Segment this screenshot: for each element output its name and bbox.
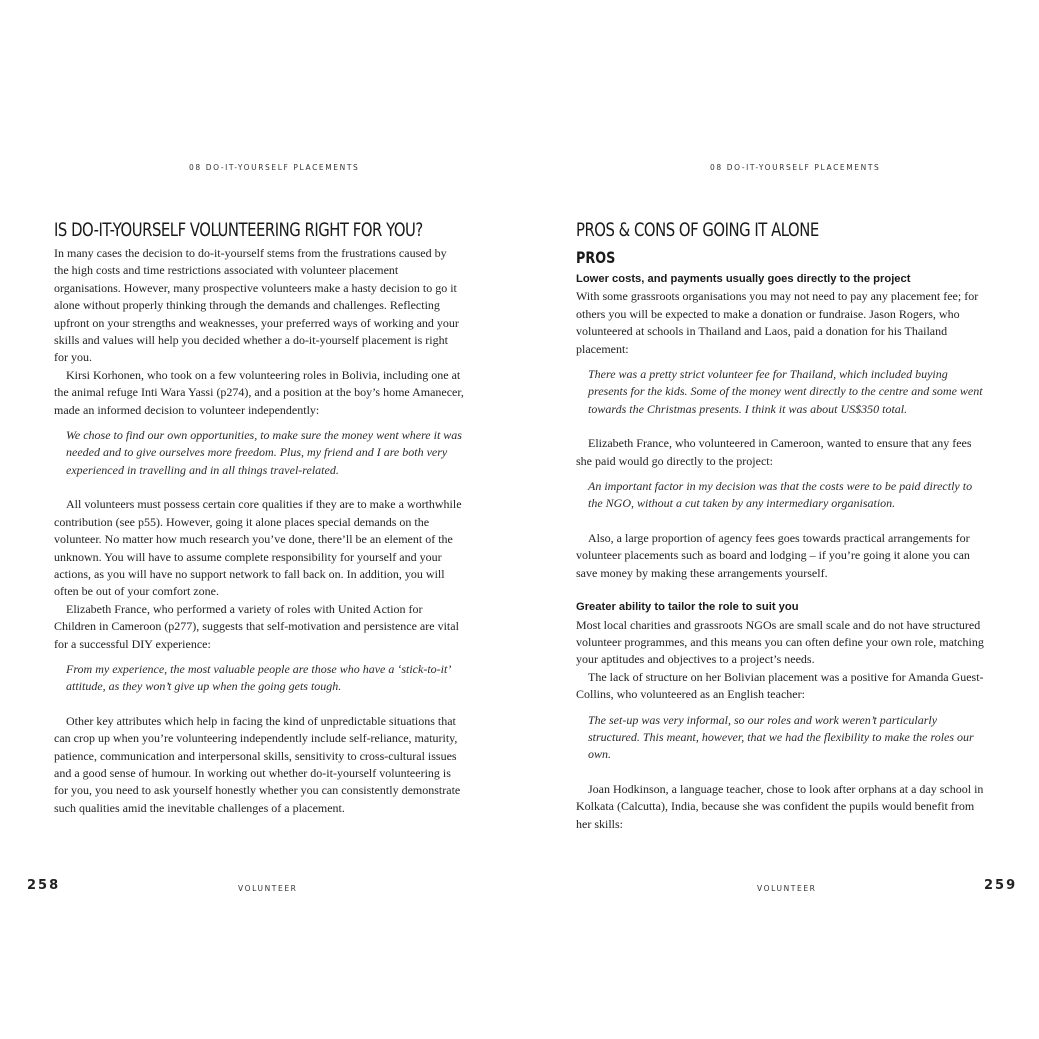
spacer [576,582,988,599]
right-page [519,0,1039,1039]
paragraph: Also, a large proportion of agency fees goes towards practical arrangements for volunteer placements such as board and lodging – if you’re going it alone you can save money by making these arrangements yourself. [576,530,970,580]
block-quote: An important factor in my decision was that the costs were to be paid directly to the NGO, without a cut taken by any intermediary organisation. [588,479,973,511]
paragraph: With some grassroots organisations you may not need to pay any placement fee; for others you will be expected to make a donation or fundraise. Jason Rogers, who volunteered at schools in Thailand and Laos, paid a donation for his Thailand placement: [576,289,979,356]
block-quote: There was a pretty strict volunteer fee for Thailand, which included buying presents for the kids. Some of the money went directly to the centre and some went towards the Christmas presents. I think it was about US$350 total. [588,367,983,416]
left-page [0,0,519,1039]
block-quote: We chose to find our own opportunities, to make sure the money went where it was needed and to give ourselves more freedom. Plus, my friend and I are both very experienced in travelling and in all things travel-related. [66,428,462,477]
subsection-title: PROS [576,248,616,267]
block-quote: From my experience, the most valuable people are those who have a ‘stick-to-it’ attitude, as they won’t give up when the going gets tough. [66,661,450,694]
footer-book-title: VOLUNTEER [238,884,298,893]
bold-heading: Lower costs, and payments usually goes directly to the project [576,273,911,285]
bold-heading: Greater ability to tailor the role to suit you [576,601,799,614]
paragraph: The lack of structure on her Bolivian placement was a positive for Amanda Guest-Collins, who volunteered as an English teacher: [576,669,984,702]
paragraph: Elizabeth France, who performed a variety of roles with United Action for Children in Cameroon (p277), suggests that self-motivation and persistence are vital for a successful DIY experience: [54,601,459,651]
footer-book-title: VOLUNTEER [757,884,817,893]
section-title: IS DO-IT-YOURSELF VOLUNTEERING RIGHT FOR YOU? [54,219,423,241]
paragraph: All volunteers must possess certain core qualities if they are to make a worthwhile contribution (see p55). However, going it alone places special demands on the volunteer. No matter how much research you’ve done, there’ll be an element of the unknown. You will have to assume complete responsibility for yourself and your actions, as you will have no support network to fall back on. In addition, you will often be out of your comfort zone. [54,497,462,599]
paragraph: Most local charities and grassroots NGOs are small scale and do not have structured volunteer programmes, and this means you can often define your own role, matching your aptitudes and objectives to a project’s needs. [576,617,984,667]
running-head: 08 DO-IT-YOURSELF PLACEMENTS [710,163,881,172]
running-head: 08 DO-IT-YOURSELF PLACEMENTS [189,163,360,172]
paragraph: Joan Hodkinson, a language teacher, chose to look after orphans at a day school in Kolkata (Calcutta), India, because she was confident the pupils would benefit from her skills: [576,781,984,831]
paragraph: In many cases the decision to do-it-yourself stems from the frustrations caused by the high costs and time restrictions associated with volunteer placement organisations. However, many prospective volunteers make a hasty decision to go it alone without properly thinking through the demands and challenges. Reflecting upfront on your strengths and weaknesses, your preferred ways of working and your skills and values will help you decided whether a do-it-yourself placement is right for you. [54,246,459,365]
page-number: 258 [27,878,61,893]
right-page-content [576,217,988,833]
block-quote: The set-up was very informal, so our roles and work weren’t particularly structured. This meant, however, that we had the flexibility to make the roles our own. [588,712,974,762]
paragraph: Other key attributes which help in facing the kind of unpredictable situations that can crop up when you’re volunteering independently include self-reliance, maturity, patience, communication and interpersonal skills, sensitivity to cross-cultural issues and a good sense of humour. In working out whether do-it-yourself volunteering is for you, you need to ask yourself honestly whether you can consistently demonstrate such qualities amid the inevitable challenges of a placement. [54,713,461,815]
page-number: 259 [984,878,1018,893]
section-title: PROS & CONS OF GOING IT ALONE [576,219,819,241]
left-page-content [54,217,464,817]
paragraph: Kirsi Korhonen, who took on a few volunteering roles in Bolivia, including one at the animal refuge Inti Wara Yassi (p274), and a position at the boy’s home Amanecer, made an informed decision to volunteer independently: [54,367,464,417]
paragraph: Elizabeth France, who volunteered in Cameroon, wanted to ensure that any fees she paid would go directly to the project: [576,436,972,468]
